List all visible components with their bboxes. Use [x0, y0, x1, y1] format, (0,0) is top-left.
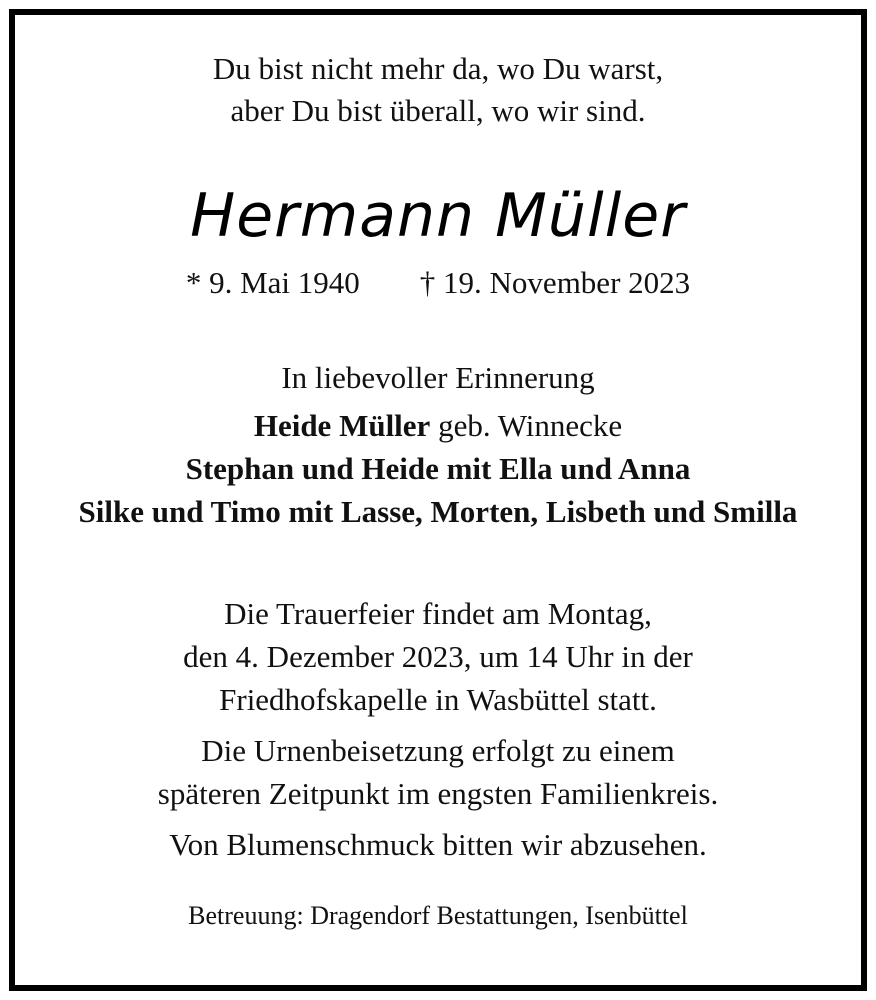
- verse-line-2: aber Du bist überall, wo wir sind.: [230, 93, 646, 128]
- undertaker-credit: Betreuung: Dragendorf Bestattungen, Isenbüttel: [188, 901, 688, 930]
- widow-maiden-name: geb. Winnecke: [430, 408, 623, 443]
- birth-date: * 9. Mai 1940: [185, 265, 360, 300]
- flowers-note: Von Blumenschmuck bitten wir abzusehen.: [169, 827, 707, 862]
- memory-line: In liebevoller Erinnerung: [281, 360, 595, 395]
- urn-line-2: späteren Zeitpunkt im engsten Familienkreis.: [157, 776, 719, 811]
- family-line-3: Silke und Timo mit Lasse, Morten, Lisbeth und Smilla: [78, 494, 798, 529]
- death-date: † 19. November 2023: [419, 265, 691, 300]
- ceremony-line-2: den 4. Dezember 2023, um 14 Uhr in der: [183, 639, 693, 674]
- verse-line-1: Du bist nicht mehr da, wo Du warst,: [212, 51, 664, 86]
- family-line-1: [15, 408, 861, 444]
- family-line-2: Stephan und Heide mit Ella und Anna: [185, 451, 691, 486]
- widow-name: Heide Müller: [253, 408, 431, 443]
- urn-line-1: Die Urnenbeisetzung erfolgt zu einem: [201, 733, 675, 768]
- ceremony-line-1: Die Trauerfeier findet am Montag,: [224, 596, 652, 631]
- obituary-frame: [9, 9, 867, 991]
- ceremony-line-3: Friedhofskapelle in Wasbüttel statt.: [219, 682, 657, 717]
- life-dates: [15, 265, 861, 301]
- deceased-name: Hermann Müller: [190, 181, 686, 251]
